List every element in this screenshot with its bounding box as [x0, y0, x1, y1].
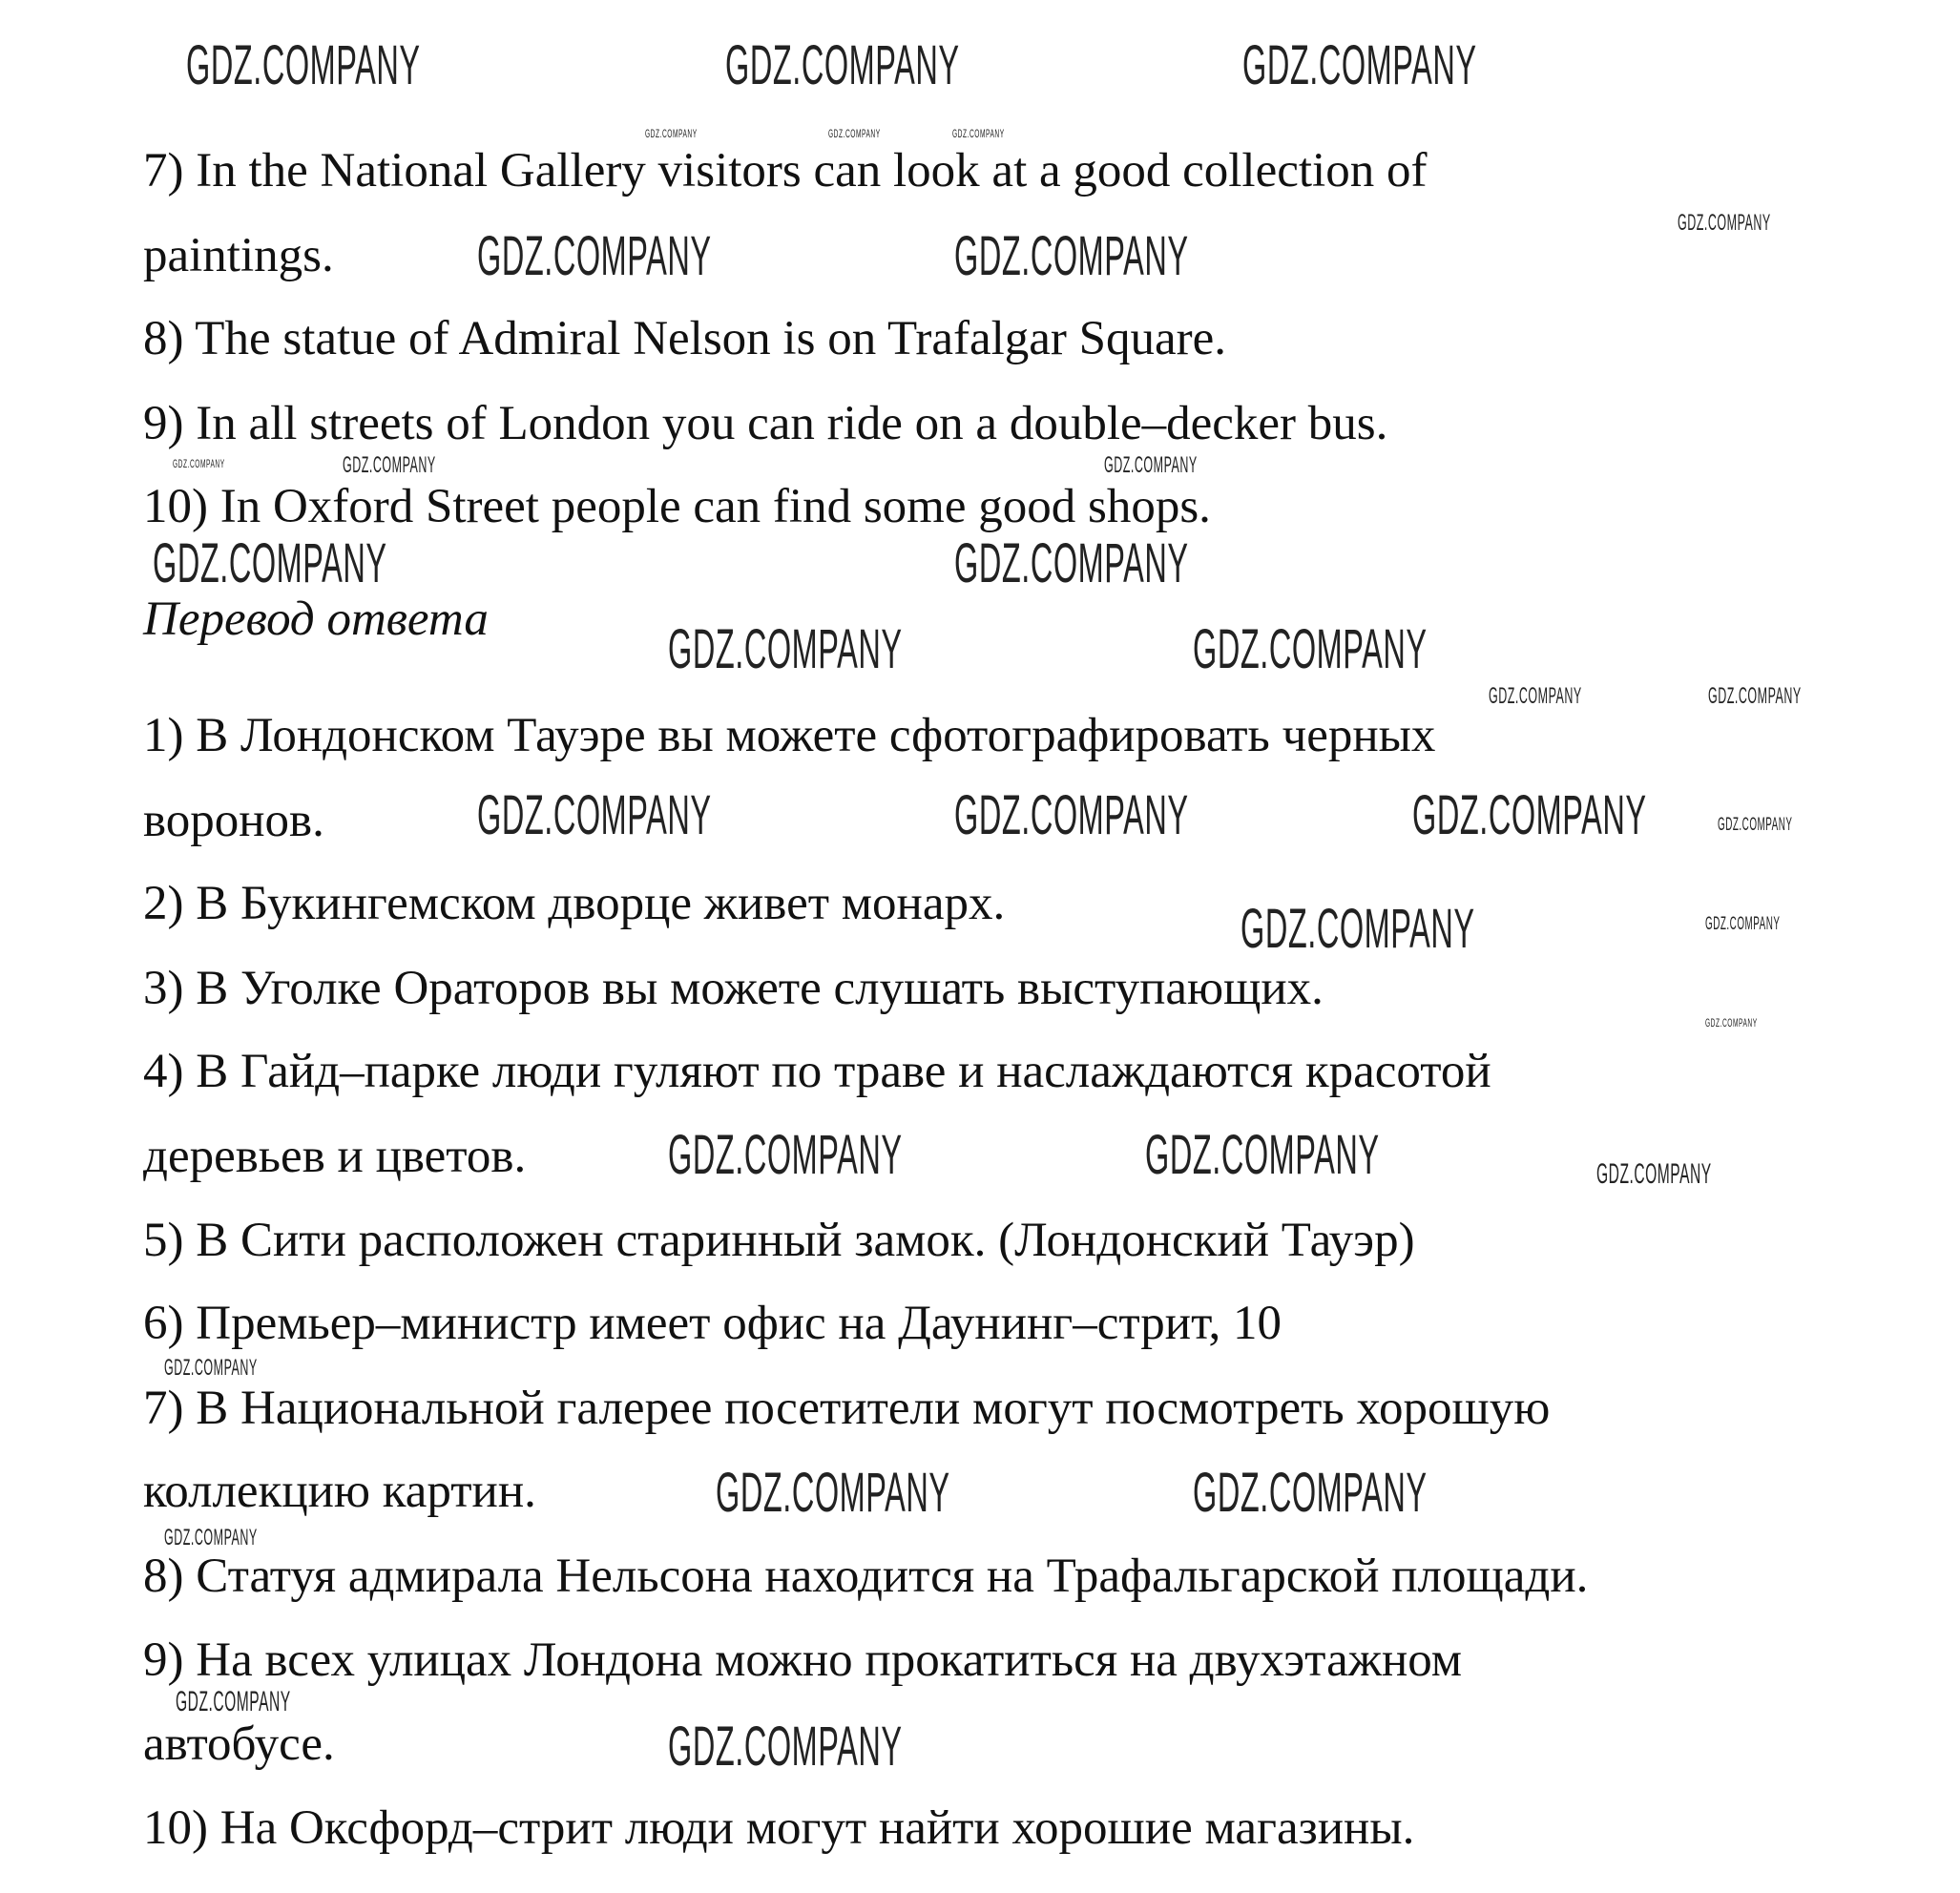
watermark: GDZ.COMPANY — [153, 532, 387, 594]
watermark: GDZ.COMPANY — [164, 1525, 258, 1550]
translation-line: 5) В Сити расположен старинный замок. (Лондонский Тауэр) — [143, 1214, 1415, 1267]
translation-line: 3) В Уголке Ораторов вы можете слушать выступающих. — [143, 962, 1324, 1015]
translation-line: автобусе. — [143, 1717, 335, 1771]
watermark: GDZ.COMPANY — [954, 532, 1189, 594]
watermark: GDZ.COMPANY — [952, 127, 1005, 140]
watermark: GDZ.COMPANY — [1705, 914, 1781, 934]
watermark: GDZ.COMPANY — [343, 452, 436, 478]
answer-line: 9) In all streets of London you can ride on a double–decker bus. — [143, 397, 1388, 450]
watermark: GDZ.COMPANY — [725, 34, 960, 96]
watermark: GDZ.COMPANY — [668, 1124, 903, 1186]
watermark: GDZ.COMPANY — [1193, 618, 1428, 680]
watermark: GDZ.COMPANY — [954, 225, 1189, 287]
answer-line: 7) In the National Gallery visitors can look at a good collection of — [143, 144, 1428, 198]
watermark: GDZ.COMPANY — [1412, 784, 1647, 846]
watermark: GDZ.COMPANY — [954, 784, 1189, 846]
answer-line: 10) In Oxford Street people can find some good shops. — [143, 480, 1211, 533]
watermark: GDZ.COMPANY — [1596, 1158, 1712, 1190]
watermark: GDZ.COMPANY — [176, 1686, 291, 1717]
translation-line: 9) На всех улицах Лондона можно прокатиться на двухэтажном — [143, 1633, 1463, 1687]
watermark: GDZ.COMPANY — [1241, 898, 1475, 960]
translation-line: 10) На Оксфорд–стрит люди могут найти хорошие магазины. — [143, 1801, 1415, 1855]
translation-heading: Перевод ответа — [143, 593, 489, 646]
answer-line: paintings. — [143, 229, 334, 282]
watermark: GDZ.COMPANY — [1145, 1124, 1380, 1186]
translation-line: 4) В Гайд–парке люди гуляют по траве и наслаждаются красотой — [143, 1045, 1491, 1098]
translation-line: деревьев и цветов. — [143, 1130, 527, 1183]
watermark: GDZ.COMPANY — [164, 1355, 258, 1381]
translation-line: 6) Премьер–министр имеет офис на Даунинг–стрит, 10 — [143, 1297, 1282, 1350]
watermark: GDZ.COMPANY — [1193, 1462, 1428, 1524]
watermark: GDZ.COMPANY — [1104, 452, 1198, 478]
translation-line: коллекцию картин. — [143, 1465, 536, 1518]
answer-line: 8) The statue of Admiral Nelson is on Trafalgar Square. — [143, 312, 1227, 365]
watermark: GDZ.COMPANY — [668, 1716, 903, 1778]
watermark: GDZ.COMPANY — [645, 127, 698, 140]
watermark: GDZ.COMPANY — [186, 34, 421, 96]
watermark: GDZ.COMPANY — [1242, 34, 1477, 96]
watermark: GDZ.COMPANY — [828, 127, 881, 140]
translation-line: 1) В Лондонском Тауэре вы можете сфотографировать черных — [143, 709, 1436, 762]
watermark: GDZ.COMPANY — [1708, 683, 1802, 709]
translation-line: 2) В Букингемском дворце живет монарх. — [143, 877, 1006, 930]
translation-line: 7) В Национальной галерее посетители могут посмотреть хорошую — [143, 1382, 1551, 1435]
watermark: GDZ.COMPANY — [477, 225, 712, 287]
watermark: GDZ.COMPANY — [1718, 815, 1793, 835]
translation-line: 8) Статуя адмирала Нельсона находится на Трафальгарской площади. — [143, 1550, 1589, 1603]
watermark: GDZ.COMPANY — [716, 1462, 950, 1524]
watermark: GDZ.COMPANY — [1489, 683, 1582, 709]
translation-line: воронов. — [143, 794, 324, 847]
watermark: GDZ.COMPANY — [1678, 210, 1771, 236]
watermark: GDZ.COMPANY — [477, 784, 712, 846]
watermark: GDZ.COMPANY — [668, 618, 903, 680]
watermark: GDZ.COMPANY — [1705, 1016, 1758, 1030]
watermark: GDZ.COMPANY — [173, 457, 225, 470]
